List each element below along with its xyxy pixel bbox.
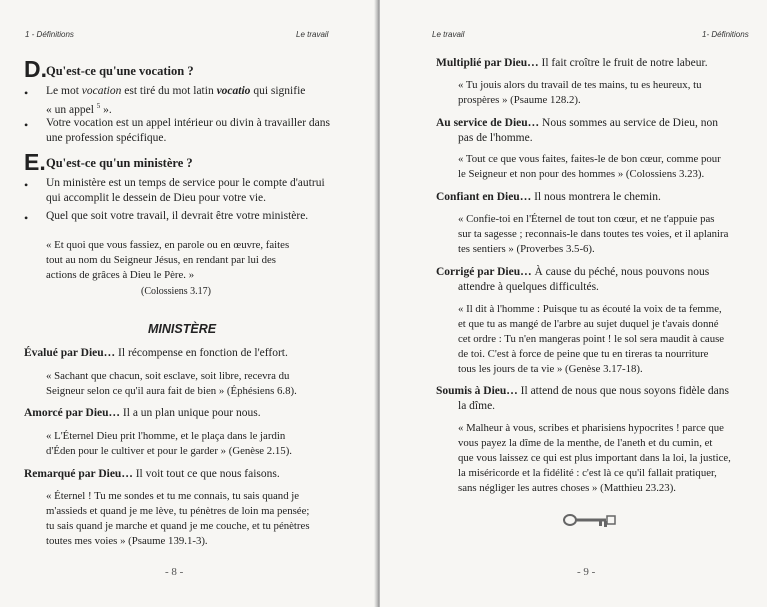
amorce-quote-line1: « L'Éternel Dieu prit l'homme, et le plaça dans le jardin xyxy=(46,430,286,442)
left-page xyxy=(0,0,376,607)
quote-colossiens-line3: actions de grâces à Dieu le Père. » xyxy=(46,269,195,281)
bullet-vocation-line2: « un appel $^5$ ». xyxy=(46,102,112,116)
bullet-vocation-appel-line1: Votre vocation est un appel intérieur ou divin à travailler dans xyxy=(46,117,331,129)
corrige-quote-line2: et que tu as mangé de l'arbre au sujet duquel je t'avais donné xyxy=(458,318,719,330)
quote-colossiens-ref: (Colossiens 3.17) xyxy=(141,286,211,297)
bullet-marker: • xyxy=(24,211,29,225)
section-letter-d: D. xyxy=(24,56,47,82)
soumis-quote-line5: sans négliger les autres choses » (Matthieu 23.23). xyxy=(458,482,676,494)
running-header-right: Le travail xyxy=(296,30,329,39)
remarque-line: Remarqué par Dieu… Il voit tout ce que nous faisons. xyxy=(24,468,280,480)
bullet-marker: • xyxy=(24,86,29,100)
page-number-right: - 9 - xyxy=(577,566,596,578)
soumis-quote-line2: vous payez la dîme de la menthe, de l'aneth et du cumin, et xyxy=(458,437,713,449)
key-icon xyxy=(563,511,619,534)
soumis-quote-line1: « Malheur à vous, scribes et pharisiens hypocrites ! parce que xyxy=(458,422,724,434)
bullet-ministere-line1: Un ministère est un temps de service pour le compte d'autrui xyxy=(46,177,325,189)
bullet-travail-ministere: Quel que soit votre travail, il devrait être votre ministère. xyxy=(46,210,309,222)
bullet-vocation-line1: Le mot vocation est tiré du mot latin vocatio qui signifie xyxy=(46,85,306,97)
confiant-quote-line3: tes sentiers » (Proverbes 3.5-6). xyxy=(458,243,595,255)
bullet-marker: • xyxy=(24,178,29,192)
bullet-ministere-line2: qui accomplit le dessein de Dieu pour votre vie. xyxy=(46,192,267,204)
remarque-quote-line2: m'assieds et quand je me lève, tu pénètres de loin ma pensée; xyxy=(46,505,310,517)
corrige-quote-line1: « Il dit à l'homme : Puisque tu as écouté la voix de ta femme, xyxy=(458,303,722,315)
amorce-quote-line2: d'Éden pour le cultiver et pour le garder » (Genèse 2.15). xyxy=(46,445,292,457)
corrige-quote-line3: cet ordre : Tu n'en mangeras point ! le sol sera maudit à cause xyxy=(458,333,725,345)
bullet-vocation-appel-line2: une profession spécifique. xyxy=(46,132,167,144)
section-letter-e: E. xyxy=(24,149,46,175)
remarque-quote-line3: tu sais quand je marche et quand je me couche, et tu pénètres xyxy=(46,520,310,532)
evalue-quote-line1: « Sachant que chacun, soit esclave, soit libre, recevra du xyxy=(46,370,290,382)
ministere-heading: MINISTÈRE xyxy=(148,322,217,336)
page-number-left: - 8 - xyxy=(165,566,184,578)
corrige-line1: Corrigé par Dieu… À cause du péché, nous pouvons nous xyxy=(436,266,710,278)
soumis-quote-line3: que vous laissez ce qui est plus important dans la loi, la justice, xyxy=(458,452,731,464)
running-header-left: 1 - Définitions xyxy=(25,30,74,39)
multiplie-quote-line2: prospères » (Psaume 128.2). xyxy=(458,94,581,106)
service-quote-line2: le Seigneur et non pour des hommes » (Colossiens 3.23). xyxy=(458,168,705,180)
corrige-quote-line4: de toi. C'est à force de peine que tu en tireras ta nourriture xyxy=(458,348,709,360)
corrige-line2: attendre à quelques difficultés. xyxy=(458,281,599,293)
amorce-line: Amorcé par Dieu… Il a un plan unique pour nous. xyxy=(24,407,261,419)
evalue-quote-line2: Seigneur selon ce qu'il aura fait de bien » (Éphésiens 6.8). xyxy=(46,385,297,397)
remarque-quote-line1: « Éternel ! Tu me sondes et tu me connais, tu sais quand je xyxy=(46,490,300,502)
soumis-line1: Soumis à Dieu… Il attend de nous que nous soyons fidèle dans xyxy=(436,385,729,397)
running-header-left: Le travail xyxy=(432,30,465,39)
bullet-marker: • xyxy=(24,118,29,132)
soumis-quote-line4: la miséricorde et la fidélité : c'est là ce qu'il fallait pratiquer, xyxy=(458,467,717,479)
right-page xyxy=(380,0,767,607)
remarque-quote-line4: toutes mes voies » (Psaume 139.1-3). xyxy=(46,535,208,547)
service-line1: Au service de Dieu… Nous sommes au service de Dieu, non xyxy=(436,117,719,129)
multiplie-line: Multiplié par Dieu… Il fait croître le fruit de notre labeur. xyxy=(436,57,708,69)
confiant-line: Confiant en Dieu… Il nous montrera le chemin. xyxy=(436,191,661,203)
soumis-line2: la dîme. xyxy=(458,400,496,412)
multiplie-quote-line1: « Tu jouis alors du travail de tes mains, tu es heureux, tu xyxy=(458,79,702,91)
service-quote-line1: « Tout ce que vous faites, faites-le de bon cœur, comme pour xyxy=(458,153,721,165)
quote-colossiens-line1: « Et quoi que vous fassiez, en parole ou en œuvre, faites xyxy=(46,239,290,251)
section-d-question: Qu'est-ce qu'une vocation ? xyxy=(46,64,194,78)
quote-colossiens-line2: tout au nom du Seigneur Jésus, en rendant par lui des xyxy=(46,254,276,266)
corrige-quote-line5: tous les jours de ta vie » (Genèse 3.17-18). xyxy=(458,363,643,375)
service-line2: pas de l'homme. xyxy=(458,132,533,144)
confiant-quote-line2: sur ta sagesse ; reconnais-le dans toutes tes voies, et il aplanira xyxy=(458,228,729,240)
evalue-line: Évalué par Dieu… Il récompense en fonction de l'effort. xyxy=(24,347,288,359)
running-header-right: 1- Définitions xyxy=(702,30,749,39)
section-e-question: Qu'est-ce qu'un ministère ? xyxy=(46,156,193,170)
confiant-quote-line1: « Confie-toi en l'Éternel de tout ton cœur, et ne t'appuie pas xyxy=(458,213,715,225)
